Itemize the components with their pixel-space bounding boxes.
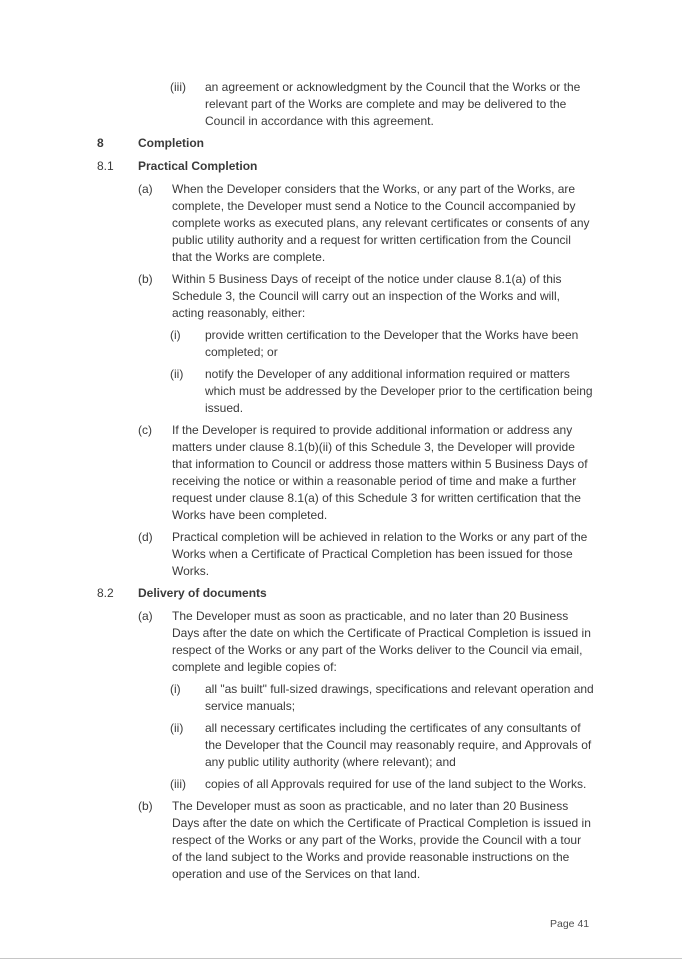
clause-text: The Developer must as soon as practicable, and no later than 20 Business Days after the date on which the Certificate of Practical Completion is issued in respect of the Works or any part of the Works, provide the Council with a tour of the land subject to the Works and provide reasonable instructions on the operation and use of the Services on that land.	[172, 799, 591, 881]
clause-number: 8.2	[97, 586, 114, 600]
list-marker: (ii)	[170, 721, 184, 735]
clause-paragraph-roman	[97, 776, 594, 793]
clause-paragraph-roman	[97, 366, 594, 417]
clause-paragraph-letter	[97, 608, 594, 676]
list-marker: (a)	[138, 609, 153, 623]
clause-paragraph-roman	[97, 720, 594, 771]
list-marker: (i)	[170, 682, 181, 696]
list-marker: (ii)	[170, 367, 184, 381]
clause-text: an agreement or acknowledgment by the Council that the Works or the relevant part of the Works are complete and may be delivered to the Council in accordance with this agreement.	[205, 80, 581, 128]
list-marker: (d)	[138, 530, 153, 544]
list-marker: (iii)	[170, 777, 186, 791]
clause-heading-level2	[97, 585, 594, 602]
clause-text: copies of all Approvals required for use of the land subject to the Works.	[205, 777, 587, 791]
clause-heading-level1	[97, 135, 594, 152]
clause-text: notify the Developer of any additional information required or matters which must be addressed by the Developer prior to the certification being issued.	[205, 367, 593, 415]
clause-text: If the Developer is required to provide additional information or address any matters under clause 8.1(b)(ii) of this Schedule 3, the Developer will provide that information to Council or address those matters within 5 Business Days of receiving the notice or within a reasonable period of time and make a further request under clause 8.1(a) of this Schedule 3 for written certification that the Works have been completed.	[172, 423, 588, 522]
list-marker: (b)	[138, 799, 153, 813]
clause-paragraph-roman	[97, 79, 594, 130]
list-marker: (b)	[138, 272, 153, 286]
clause-paragraph-letter	[97, 798, 594, 883]
list-marker: (iii)	[170, 80, 186, 94]
clause-heading-text: Practical Completion	[138, 159, 258, 173]
clause-number: 8.1	[97, 159, 114, 173]
clause-heading-text: Completion	[138, 136, 204, 150]
clause-text: Within 5 Business Days of receipt of the notice under clause 8.1(a) of this Schedule 3, the Council will carry out an inspection of the Works and will, acting reasonably, either:	[172, 272, 562, 320]
list-marker: (c)	[138, 423, 152, 437]
clause-text: When the Developer considers that the Works, or any part of the Works, are complete, the Developer must send a Notice to the Council accompanied by complete works as executed plans, any relevant certificates or consents of any public utility authority and a request for written certification from the Council that the Works are complete.	[172, 182, 590, 264]
clause-text: The Developer must as soon as practicable, and no later than 20 Business Days after the date on which the Certificate of Practical Completion is issued in respect of the Works or any part of the Works deliver to the Council via email, complete and legible copies of:	[172, 609, 591, 674]
clause-text: Practical completion will be achieved in relation to the Works or any part of the Works when a Certificate of Practical Completion has been issued for those Works.	[172, 530, 588, 578]
list-marker: (a)	[138, 182, 153, 196]
clause-paragraph-letter	[97, 181, 594, 266]
clause-paragraph-letter	[97, 271, 594, 322]
clause-number: 8	[97, 136, 104, 150]
clause-paragraph-roman	[97, 681, 594, 715]
page-number: Page 41	[550, 918, 590, 930]
clause-text: all "as built" full-sized drawings, specifications and relevant operation and service manuals;	[205, 682, 594, 713]
list-marker: (i)	[170, 328, 181, 342]
clause-heading-text: Delivery of documents	[138, 586, 267, 600]
page-bottom-rule	[0, 958, 682, 959]
clause-heading-level2	[97, 158, 594, 175]
document-body	[97, 79, 594, 888]
clause-text: provide written certification to the Developer that the Works have been completed; or	[205, 328, 579, 359]
clause-paragraph-letter	[97, 529, 594, 580]
clause-text: all necessary certificates including the certificates of any consultants of the Developer that the Council may reasonably require, and Approvals of any public utility authority (where relevant); and	[205, 721, 592, 769]
clause-paragraph-roman	[97, 327, 594, 361]
clause-paragraph-letter	[97, 422, 594, 524]
